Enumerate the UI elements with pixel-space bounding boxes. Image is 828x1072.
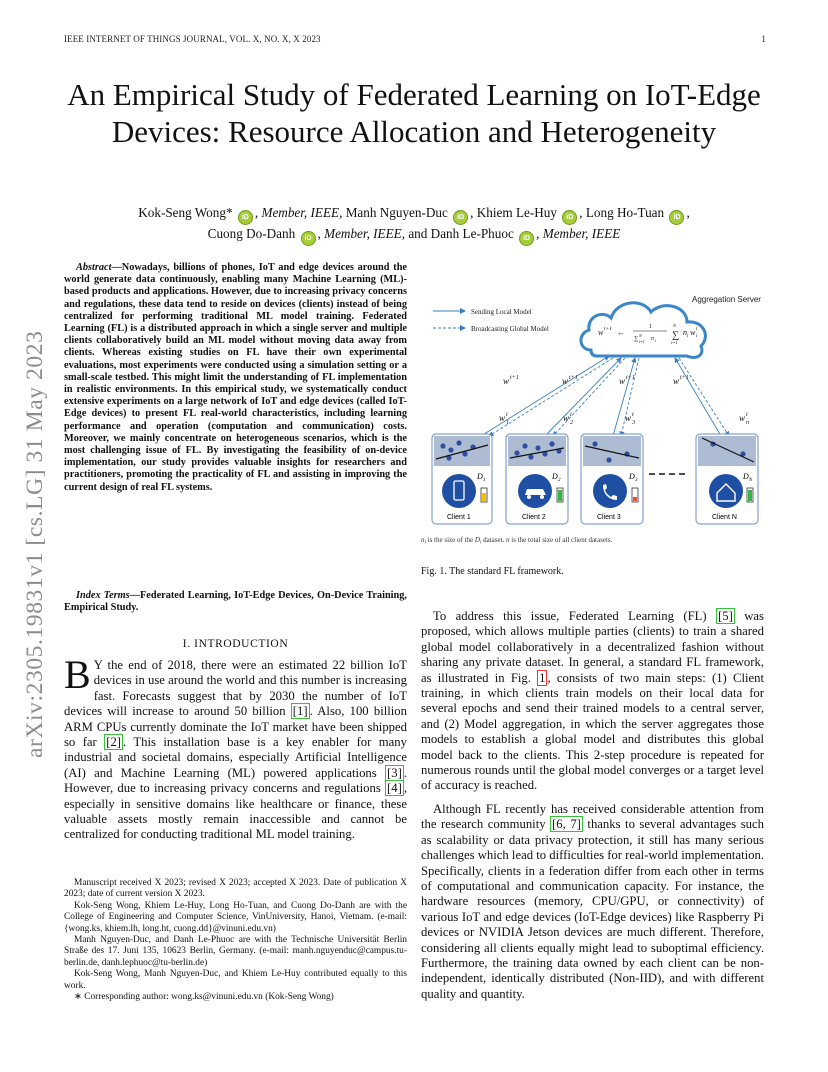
svg-text:t+1: t+1 [680, 375, 689, 381]
svg-text:t+1: t+1 [604, 326, 612, 332]
orcid-icon[interactable]: iD [519, 231, 534, 246]
legend-send-label: Sending Local Model [471, 308, 532, 316]
svg-text:Client 3: Client 3 [597, 514, 621, 521]
page-number: 1 [761, 34, 766, 44]
dropcap: B [64, 652, 91, 697]
broadcast-arrow [553, 358, 625, 436]
svg-text:∑: ∑ [634, 336, 639, 342]
svg-text:←: ← [617, 328, 625, 337]
client-n [696, 434, 758, 524]
index-terms-label: Index Terms [76, 590, 130, 601]
figure-note [421, 536, 613, 546]
svg-text:D: D [552, 472, 558, 481]
citation-link[interactable]: [2] [106, 735, 122, 750]
index-terms [64, 590, 407, 614]
weight-labels [499, 375, 749, 426]
svg-text:i=1: i=1 [671, 340, 678, 345]
svg-text:t+1: t+1 [569, 375, 578, 381]
citation-link[interactable]: [4] [387, 781, 402, 796]
orcid-icon[interactable]: iD [562, 210, 577, 225]
orcid-icon[interactable]: iD [669, 210, 684, 225]
svg-text:t: t [570, 412, 572, 418]
figure-fl-framework [421, 286, 764, 550]
svg-text:N: N [639, 333, 642, 338]
citation-link[interactable]: [1] [292, 704, 308, 719]
index-terms-text: —Federated Learning, IoT-Edge Devices, On-Device Training, Empirical Study. [64, 590, 407, 614]
author-membership: Member, IEEE [542, 226, 621, 241]
svg-text:Client N: Client N [712, 514, 737, 521]
svg-text:w: w [690, 328, 696, 337]
svg-text:N: N [673, 323, 677, 328]
footnote: Manh Nguyen-Duc, and Danh Le-Phuoc are with the Technische Universität Berlin Straße des 17. Juni 135, 10623 Berlin, Germany. (e-mail: manh.nguyenduc@campus.tu-berlin.de, danh.lephuoc@tu-berlin.de) [64, 935, 407, 968]
footnote: Kok-Seng Wong, Khiem Le-Huy, Long Ho-Tuan, and Cuong Do-Danh are with the College of Engineering and Computer Science, VinUniversity, Hanoi, Vietnam. (e-mail:{wong.ks, khiem.lh, long.ht, cuong.dd}@vinuni.edu.vn) [64, 900, 407, 934]
author-name: Danh Le-Phuoc [430, 226, 514, 241]
section-heading: I. INTRODUCTION [182, 638, 289, 650]
svg-text:n: n [683, 328, 687, 337]
svg-text:Client 2: Client 2 [522, 514, 546, 521]
svg-text:w: w [673, 376, 680, 386]
svg-text:D: D [477, 472, 483, 481]
client-3 [581, 434, 643, 524]
svg-text:w: w [619, 376, 626, 386]
phone-call-icon [593, 474, 627, 508]
intro-paragraph: B Y the end of 2018, there were an estimated 22 billion IoT devices in use around the world and this number is increasing fast. Forecasts suggest that by 2030 the number of IoT devices will increase to around 50 billion [1] . Also, 100 billion ARM CPUs currently dominate the IoT market have been shipped so far [2] . This installation base is a key enabler for many industrial and societal domains, especially Artificial Intelligence (AI) and Machine Learning (ML) powered applications [3] . However, due to increasing privacy concerns and regulations [4] , especially in sensitive domains like healthcare or finance, these valuable assets mostly remain inaccessible and cannot be centralized for conducting traditional ML model training. [64, 652, 407, 842]
author-name: Khiem Le-Huy [476, 205, 557, 220]
svg-text:D: D [743, 472, 749, 481]
svg-text:t: t [696, 327, 698, 332]
legend-broadcast-label: Broadcasting Global Model [471, 325, 549, 333]
client-1 [432, 434, 492, 524]
svg-text:2: 2 [570, 420, 573, 426]
body-paragraph: Although FL recently has received considerable attention from the research community [6, 7] thanks to several advantages such as scalability or data privacy protection, it still has many serious challenges which lead to difficulties for real-world implementation. Specifically, clients in a federation differ from each other in terms of computational and communication capacity. For instance, the hardware resources (memory, CPU/GPU, or connectivity) of various IoT and edge devices (IoT-Edge devices) like Raspberry Pi devices or NVIDIA Jetson devices are much different. Therefore, considering all clients equally might lead to suboptimal efficiency. Furthermore, the training data owned by each client can be non-independent, identically distributed (Non-IID), and with different quality and quantity. [421, 802, 764, 1001]
svg-text:∑: ∑ [672, 330, 680, 341]
svg-text:i: i [687, 334, 689, 339]
author-name: Long Ho-Tuan [585, 205, 665, 220]
footnote: Kok-Seng Wong, Manh Nguyen-Duc, and Khiem Le-Huy contributed equally to this work. [64, 969, 407, 991]
figure-caption: Fig. 1. The standard FL framework. [421, 566, 564, 577]
upload-arrow [545, 358, 621, 436]
svg-text:w: w [503, 376, 510, 386]
footnote: ∗ Corresponding author: wong.ks@vinuni.edu.vn (Kok-Seng Wong) [74, 992, 334, 1003]
svg-text:N: N [749, 478, 753, 483]
svg-text:t+1: t+1 [626, 375, 635, 381]
svg-text:D: D [629, 472, 635, 481]
footnote: Manuscript received X 2023; revised X 2023; accepted X 2023. Date of publication X 2023; date of current version X 2023. [64, 878, 407, 900]
svg-text:t: t [506, 412, 508, 418]
author-membership: Member, IEEE [324, 226, 402, 241]
arxiv-stamp[interactable]: arXiv:2305.19831v1 [cs.LG] 31 May 2023 [22, 330, 48, 758]
body-paragraph: To address this issue, Federated Learning (FL) [5] was proposed, which allows multiple parties (clients) to train a shared global model collaboratively in a decentralized fashion without sharing any private dataset. In general, a standard FL framework, as illustrated in Fig. 1 , consists of two main steps: (1) Client training, in which clients train models on their local data for several epochs and send their trained models to a central server, and (2) Model aggregation, in which the server aggregates those models to establish a global model and distributes this global model back to the clients. This 2-step procedure is repeated for numerous rounds until the global model converges or a target level of accuracy is reached. [421, 609, 764, 793]
aggregation-server-label: Aggregation Server [692, 295, 761, 304]
svg-text:n: n [746, 420, 749, 426]
svg-text:1: 1 [506, 420, 509, 426]
author-name: Manh Nguyen-Duc [345, 205, 448, 220]
svg-text:3: 3 [635, 478, 638, 483]
svg-text:ni is the size of the Di datas: $n_i$ is the size of the $D_i$ dataset. n is the total size of all client datasets. [421, 536, 613, 546]
svg-text:i: i [655, 338, 657, 343]
running-head: IEEE INTERNET OF THINGS JOURNAL, VOL. X, NO. X, X 2023 [64, 34, 321, 44]
svg-text:t+1: t+1 [510, 375, 519, 381]
svg-text:w: w [625, 413, 632, 423]
svg-text:t: t [746, 412, 748, 418]
orcid-icon[interactable]: iD [238, 210, 253, 225]
svg-text:n: n [651, 336, 654, 342]
smart-home-icon [709, 474, 743, 508]
upload-arrow [675, 358, 721, 436]
author-name: Kok-Seng Wong* [138, 205, 233, 220]
svg-text:w: w [499, 413, 506, 423]
abstract [64, 262, 407, 494]
svg-text:1: 1 [483, 478, 486, 483]
svg-text:i: i [696, 334, 698, 339]
svg-text:1: 1 [649, 324, 652, 330]
citation-link[interactable]: [6, 7] [552, 817, 581, 832]
citation-link[interactable]: [5] [718, 609, 733, 623]
svg-text:Client 1: Client 1 [447, 514, 471, 521]
svg-text:w: w [598, 328, 604, 337]
svg-text:w: w [739, 413, 746, 423]
svg-text:t: t [632, 412, 634, 418]
orcid-icon[interactable]: iD [453, 210, 468, 225]
client-2 [506, 434, 568, 524]
abstract-label: Abstract [76, 262, 112, 273]
author-name: Cuong Do-Danh [207, 226, 296, 241]
abstract-text: —Nowadays, billions of phones, IoT and edge devices around the world generate data continuously, enabling many Machine Learning (ML)-based products and applications. However, due to increasing privacy concerns and regulations, these data tend to reside on devices (clients) instead of being centralized for performing traditional ML model training. Federated Learning (FL) is a distributed approach in which a single server and multiple clients collaboratively build an ML model without moving data away from clients. Whereas existing studies on FL have their own experimental evaluations, most experiments were conducted using a simulation setting or a small-scale testbed. This might limit the understanding of FL implementation in realistic environments. In this empirical study, we systematically conduct extensive experiments on a large network of IoT and edge devices (called IoT-Edge devices) to present FL real-world characteristics, including learning performance and operation (computation and communication) costs. Moreover, we mainly concentrate on heterogeneous scenarios, which is the most challenging issue of FL. By investigating the feasibility of on-device implementation, our study provides valuable insights for researchers and practitioners, promoting the practicality of FL and assisting in improving the current design of real FL systems. [64, 262, 407, 493]
citation-link[interactable]: [3] [387, 765, 402, 780]
svg-text:w: w [562, 376, 569, 386]
smartphone-icon [442, 474, 476, 508]
author-membership: Member, IEEE [261, 205, 340, 220]
paper-title: An Empirical Study of Federated Learning on IoT-Edge Devices: Resource Allocation and Heterogeneity [67, 77, 761, 149]
author-list: Kok-Seng Wong* iD , Member, IEEE, Manh Nguyen-Duc iD , Khiem Le-Huy iD , Long Ho-Tuan iD , Cuong Do-Danh iD , Member, IEEE, and Danh Le-Phuoc iD , Member, IEEE [64, 204, 764, 246]
footnotes [64, 878, 407, 1003]
orcid-icon[interactable]: iD [301, 231, 316, 246]
broadcast-arrow [679, 358, 729, 436]
svg-text:i=1: i=1 [639, 339, 645, 344]
svg-text:2: 2 [558, 478, 561, 483]
svg-text:3: 3 [632, 420, 635, 426]
figure-link[interactable]: 1 [539, 670, 546, 685]
svg-text:w: w [563, 413, 570, 423]
